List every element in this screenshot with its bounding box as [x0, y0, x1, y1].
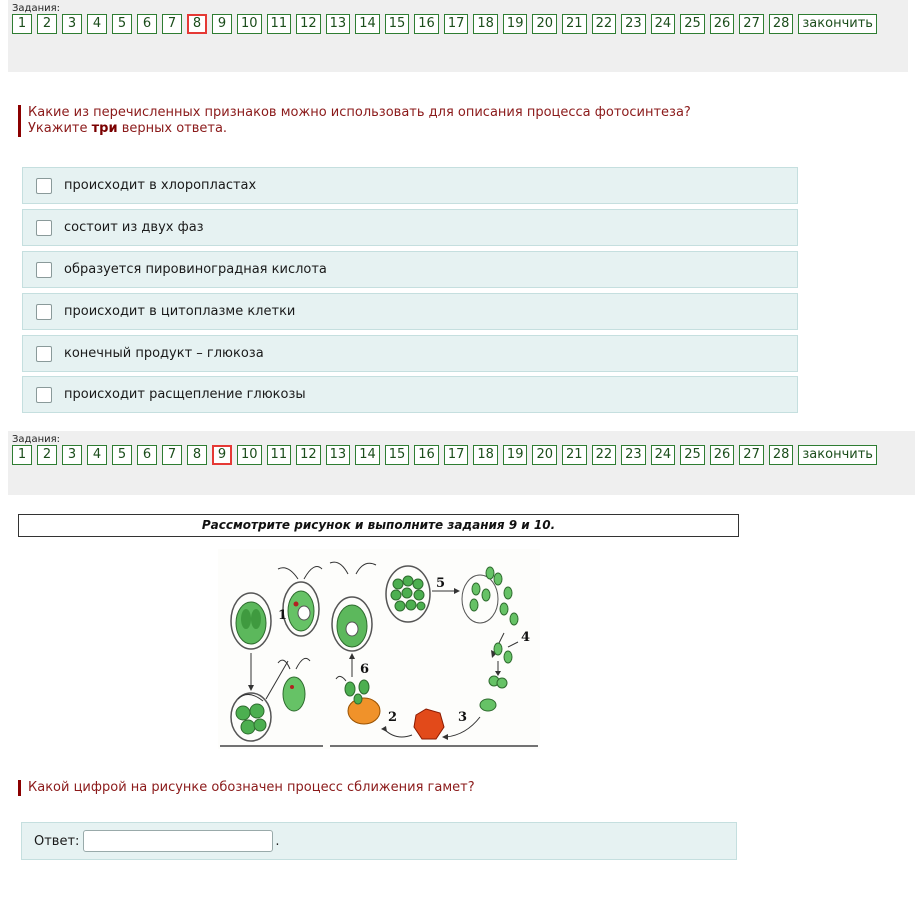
task-21-button[interactable]: 21	[562, 14, 587, 34]
task-26-button[interactable]: 26	[710, 445, 735, 465]
option-label: происходит расщепление глюкозы	[64, 387, 306, 402]
task-23-button[interactable]: 23	[621, 445, 646, 465]
task-21-button[interactable]: 21	[562, 445, 587, 465]
task-navigation-bottom	[8, 431, 915, 495]
task-4-button[interactable]: 4	[87, 445, 107, 465]
task-26-button[interactable]: 26	[710, 14, 735, 34]
option-label: образуется пировиноградная кислота	[64, 262, 327, 277]
finish-button[interactable]: закончить	[798, 14, 877, 34]
question-line: Какой цифрой на рисунке обозначен процесс сближения гамет?	[28, 780, 475, 795]
figure-label: 2	[388, 710, 398, 725]
task-11-button[interactable]: 11	[267, 14, 292, 34]
task-12-button[interactable]: 12	[296, 14, 321, 34]
task-27-button[interactable]: 27	[739, 445, 764, 465]
finish-button[interactable]: закончить	[798, 445, 877, 465]
task-8-button[interactable]: 8	[187, 14, 207, 34]
question-8-text	[18, 105, 788, 137]
answer-label: Ответ:	[34, 833, 80, 849]
answer-suffix: .	[275, 833, 280, 849]
answer-box	[21, 822, 737, 860]
task-12-button[interactable]: 12	[296, 445, 321, 465]
figure-label: 5	[436, 576, 446, 591]
task-16-button[interactable]: 16	[414, 14, 439, 34]
task-22-button[interactable]: 22	[592, 14, 617, 34]
task-24-button[interactable]: 24	[651, 445, 676, 465]
task-18-button[interactable]: 18	[473, 14, 498, 34]
task-10-button[interactable]: 10	[237, 445, 262, 465]
checkbox[interactable]	[36, 304, 52, 320]
task-27-button[interactable]: 27	[739, 14, 764, 34]
task-18-button[interactable]: 18	[473, 445, 498, 465]
task-28-button[interactable]: 28	[769, 445, 794, 465]
answer-option-4[interactable]	[22, 293, 798, 330]
task-3-button[interactable]: 3	[62, 445, 82, 465]
task-23-button[interactable]: 23	[621, 14, 646, 34]
task-13-button[interactable]: 13	[326, 445, 351, 465]
nav-buttons	[12, 445, 911, 465]
task-4-button[interactable]: 4	[87, 14, 107, 34]
option-label: конечный продукт – глюкоза	[64, 346, 264, 361]
answer-option-5[interactable]	[22, 335, 798, 372]
checkbox[interactable]	[36, 220, 52, 236]
option-label: состоит из двух фаз	[64, 220, 204, 235]
task-6-button[interactable]: 6	[137, 14, 157, 34]
task-25-button[interactable]: 25	[680, 14, 705, 34]
task-3-button[interactable]: 3	[62, 14, 82, 34]
task-10-button[interactable]: 10	[237, 14, 262, 34]
answer-option-6[interactable]	[22, 376, 798, 413]
figure-label: 4	[521, 630, 531, 645]
task-navigation-top	[8, 0, 908, 72]
task-2-button[interactable]: 2	[37, 445, 57, 465]
instruction-banner: Рассмотрите рисунок и выполните задания 9 и 10.	[18, 514, 739, 537]
task-2-button[interactable]: 2	[37, 14, 57, 34]
task-19-button[interactable]: 19	[503, 14, 528, 34]
answer-input[interactable]	[83, 830, 273, 852]
task-24-button[interactable]: 24	[651, 14, 676, 34]
nav-caption: Задания:	[12, 434, 61, 445]
task-22-button[interactable]: 22	[592, 445, 617, 465]
task-5-button[interactable]: 5	[112, 445, 132, 465]
task-14-button[interactable]: 14	[355, 14, 380, 34]
option-label: происходит в цитоплазме клетки	[64, 304, 296, 319]
task-5-button[interactable]: 5	[112, 14, 132, 34]
task-28-button[interactable]: 28	[769, 14, 794, 34]
task-11-button[interactable]: 11	[267, 445, 292, 465]
chlamydomonas-life-cycle-figure	[218, 549, 540, 749]
task-8-button[interactable]: 8	[187, 445, 207, 465]
figure-label: 6	[360, 662, 370, 677]
task-1-button[interactable]: 1	[12, 14, 32, 34]
task-19-button[interactable]: 19	[503, 445, 528, 465]
task-20-button[interactable]: 20	[532, 445, 557, 465]
task-7-button[interactable]: 7	[162, 14, 182, 34]
checkbox[interactable]	[36, 346, 52, 362]
figure-label: 3	[458, 710, 468, 725]
task-6-button[interactable]: 6	[137, 445, 157, 465]
answer-option-2[interactable]	[22, 209, 798, 246]
task-16-button[interactable]: 16	[414, 445, 439, 465]
task-9-button[interactable]: 9	[212, 445, 232, 465]
answer-option-3[interactable]	[22, 251, 798, 288]
question-line-1: Какие из перечисленных признаков можно использовать для описания процесса фотосинтеза?	[28, 105, 691, 120]
emphasis-three: три	[91, 121, 118, 136]
task-17-button[interactable]: 17	[444, 445, 469, 465]
answer-option-1[interactable]	[22, 167, 798, 204]
nav-caption: Задания:	[12, 3, 61, 14]
task-9-button[interactable]: 9	[212, 14, 232, 34]
task-17-button[interactable]: 17	[444, 14, 469, 34]
option-label: происходит в хлоропластах	[64, 178, 257, 193]
checkbox[interactable]	[36, 178, 52, 194]
figure-label: 1	[278, 608, 288, 623]
task-14-button[interactable]: 14	[355, 445, 380, 465]
checkbox[interactable]	[36, 262, 52, 278]
checkbox[interactable]	[36, 387, 52, 403]
task-20-button[interactable]: 20	[532, 14, 557, 34]
task-15-button[interactable]: 15	[385, 14, 410, 34]
question-9-text	[18, 780, 475, 796]
task-25-button[interactable]: 25	[680, 445, 705, 465]
nav-buttons	[12, 14, 904, 34]
question-line-2: Укажите три верных ответа.	[28, 121, 228, 136]
task-15-button[interactable]: 15	[385, 445, 410, 465]
task-1-button[interactable]: 1	[12, 445, 32, 465]
task-7-button[interactable]: 7	[162, 445, 182, 465]
task-13-button[interactable]: 13	[326, 14, 351, 34]
